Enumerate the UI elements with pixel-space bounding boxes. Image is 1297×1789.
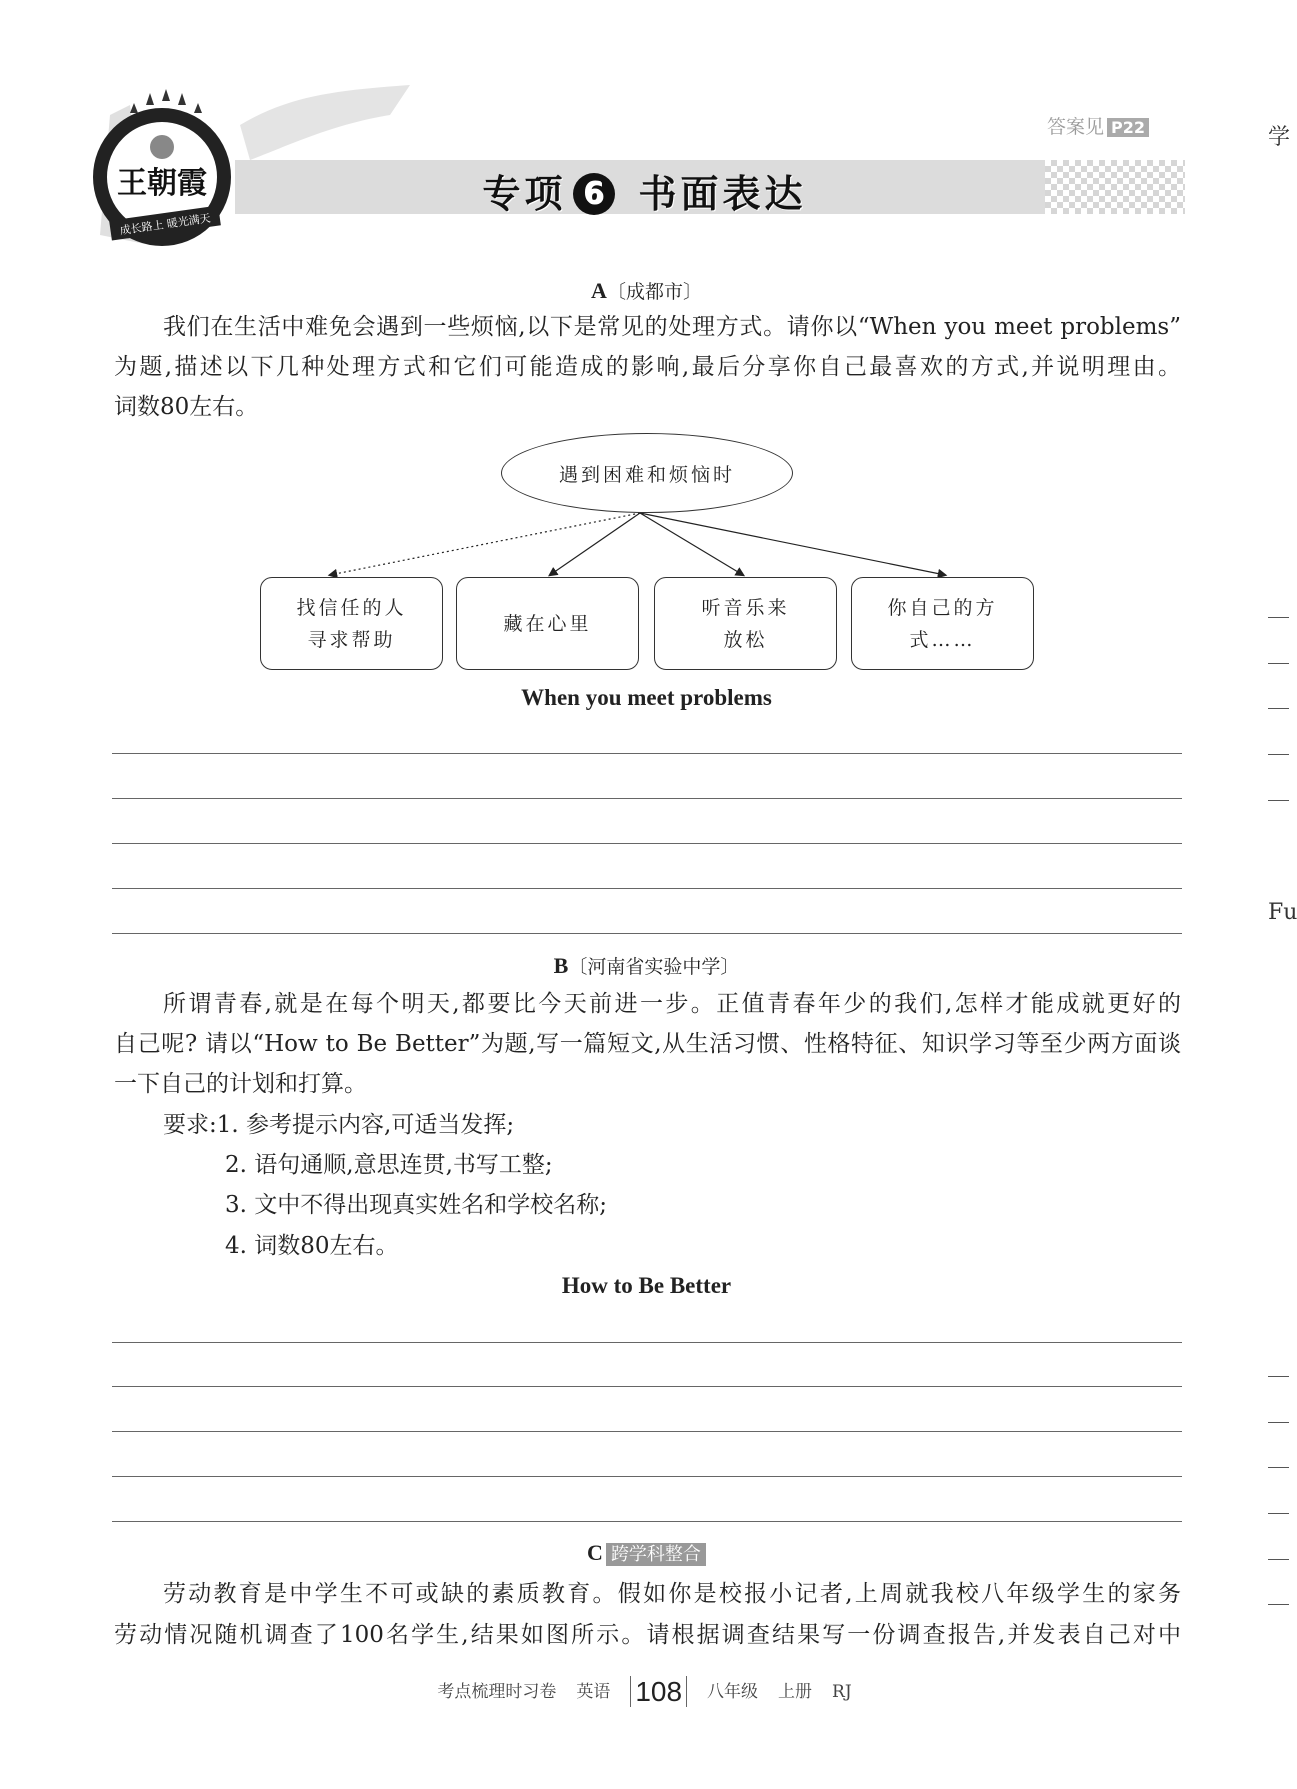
- writing-line[interactable]: [112, 753, 1182, 754]
- margin-dash: [1268, 754, 1289, 755]
- section-a-source: 〔成都市〕: [606, 281, 702, 303]
- section-b-heading: B〔河南省实验中学〕: [553, 953, 740, 978]
- writing-line[interactable]: [112, 1521, 1182, 1522]
- title-prefix: 专项: [482, 172, 567, 216]
- section-c-heading: C 跨学科整合: [0, 1540, 1293, 1566]
- essay-title-a: When you meet problems: [521, 685, 772, 710]
- writing-line[interactable]: [112, 1476, 1182, 1477]
- essay-title-b: How to Be Better: [561, 1273, 732, 1298]
- margin-dash: [1268, 800, 1289, 801]
- section-a-heading: A〔成都市〕: [591, 278, 702, 303]
- footer-volume: 上册: [778, 1682, 813, 1702]
- margin-text: Fu: [1268, 900, 1297, 925]
- page-number: 108: [630, 1676, 687, 1707]
- footer-edition: RJ: [832, 1682, 852, 1702]
- margin-dash: [1268, 1467, 1289, 1468]
- diagram-box: 听音乐来 放松: [654, 577, 837, 670]
- writing-line[interactable]: [112, 888, 1182, 889]
- requirement: 3. 文中不得出现真实姓名和学校名称;: [225, 1192, 608, 1218]
- svg-text:王朝霞: 王朝霞: [117, 166, 207, 201]
- requirement: 要求:1. 参考提示内容,可适当发挥;: [163, 1112, 515, 1138]
- footer-book: 考点梳理时习卷: [437, 1682, 557, 1702]
- section-a-line: 为题,描述以下几种处理方式和它们可能造成的影响,最后分享你自己最喜欢的方式,并说明理由。: [114, 354, 1181, 380]
- section-c-line: 劳动情况随机调查了100名学生,结果如图所示。请根据调查结果写一份调查报告,并发表自己对中: [114, 1622, 1181, 1648]
- footer-subject: 英语: [576, 1682, 611, 1702]
- requirement: 4. 词数80左右。: [225, 1233, 399, 1259]
- requirement: 2. 语句通顺,意思连贯,书写工整;: [225, 1152, 553, 1178]
- title-main: 书面表达: [638, 172, 807, 216]
- writing-line[interactable]: [112, 1386, 1182, 1387]
- section-b-line: 所谓青春,就是在每个明天,都要比今天前进一步。正值青春年少的我们,怎样才能成就更好的: [163, 991, 1181, 1017]
- writing-line[interactable]: [112, 1431, 1182, 1432]
- footer: [0, 1676, 1289, 1708]
- margin-dash: [1268, 1513, 1289, 1514]
- margin-char: 学: [1268, 125, 1291, 150]
- section-b-line: 自己呢? 请以“How to Be Better”为题,写一篇短文,从生活习惯、性格特征、知识学习等至少两方面谈: [114, 1031, 1181, 1057]
- cross-subject-tag: 跨学科整合: [606, 1543, 706, 1566]
- answer-page-badge: P22: [1107, 118, 1149, 137]
- title-number: 6: [573, 173, 615, 215]
- section-c-line: 劳动教育是中学生不可或缺的素质教育。假如你是校报小记者,上周就我校八年级学生的家务: [163, 1581, 1181, 1607]
- section-a-line: 我们在生活中难免会遇到一些烦恼,以下是常见的处理方式。请你以“When you meet problems”: [163, 314, 1181, 340]
- writing-line[interactable]: [112, 1342, 1182, 1343]
- section-b-line: 一下自己的计划和打算。: [114, 1071, 367, 1097]
- section-a-line: 词数80左右。: [114, 394, 259, 420]
- diagram-box: 藏在心里: [456, 577, 639, 670]
- svg-text:成长路上 暖光满天: 成长路上 暖光满天: [118, 211, 212, 238]
- footer-grade: 八年级: [707, 1682, 759, 1702]
- writing-line[interactable]: [112, 933, 1182, 934]
- answer-ref-label: 答案见: [1047, 116, 1105, 138]
- diagram-arrows: [0, 0, 1289, 700]
- margin-dash: [1268, 1422, 1289, 1423]
- margin-dash: [1268, 1604, 1289, 1605]
- writing-line[interactable]: [112, 798, 1182, 799]
- diagram-root: 遇到困难和烦恼时: [501, 433, 793, 513]
- diagram-box: 找信任的人 寻求帮助: [260, 577, 443, 670]
- diagram-box: 你自己的方 式……: [851, 577, 1034, 670]
- margin-dash: [1268, 1376, 1289, 1377]
- section-b-source: 〔河南省实验中学〕: [568, 956, 740, 978]
- writing-line[interactable]: [112, 843, 1182, 844]
